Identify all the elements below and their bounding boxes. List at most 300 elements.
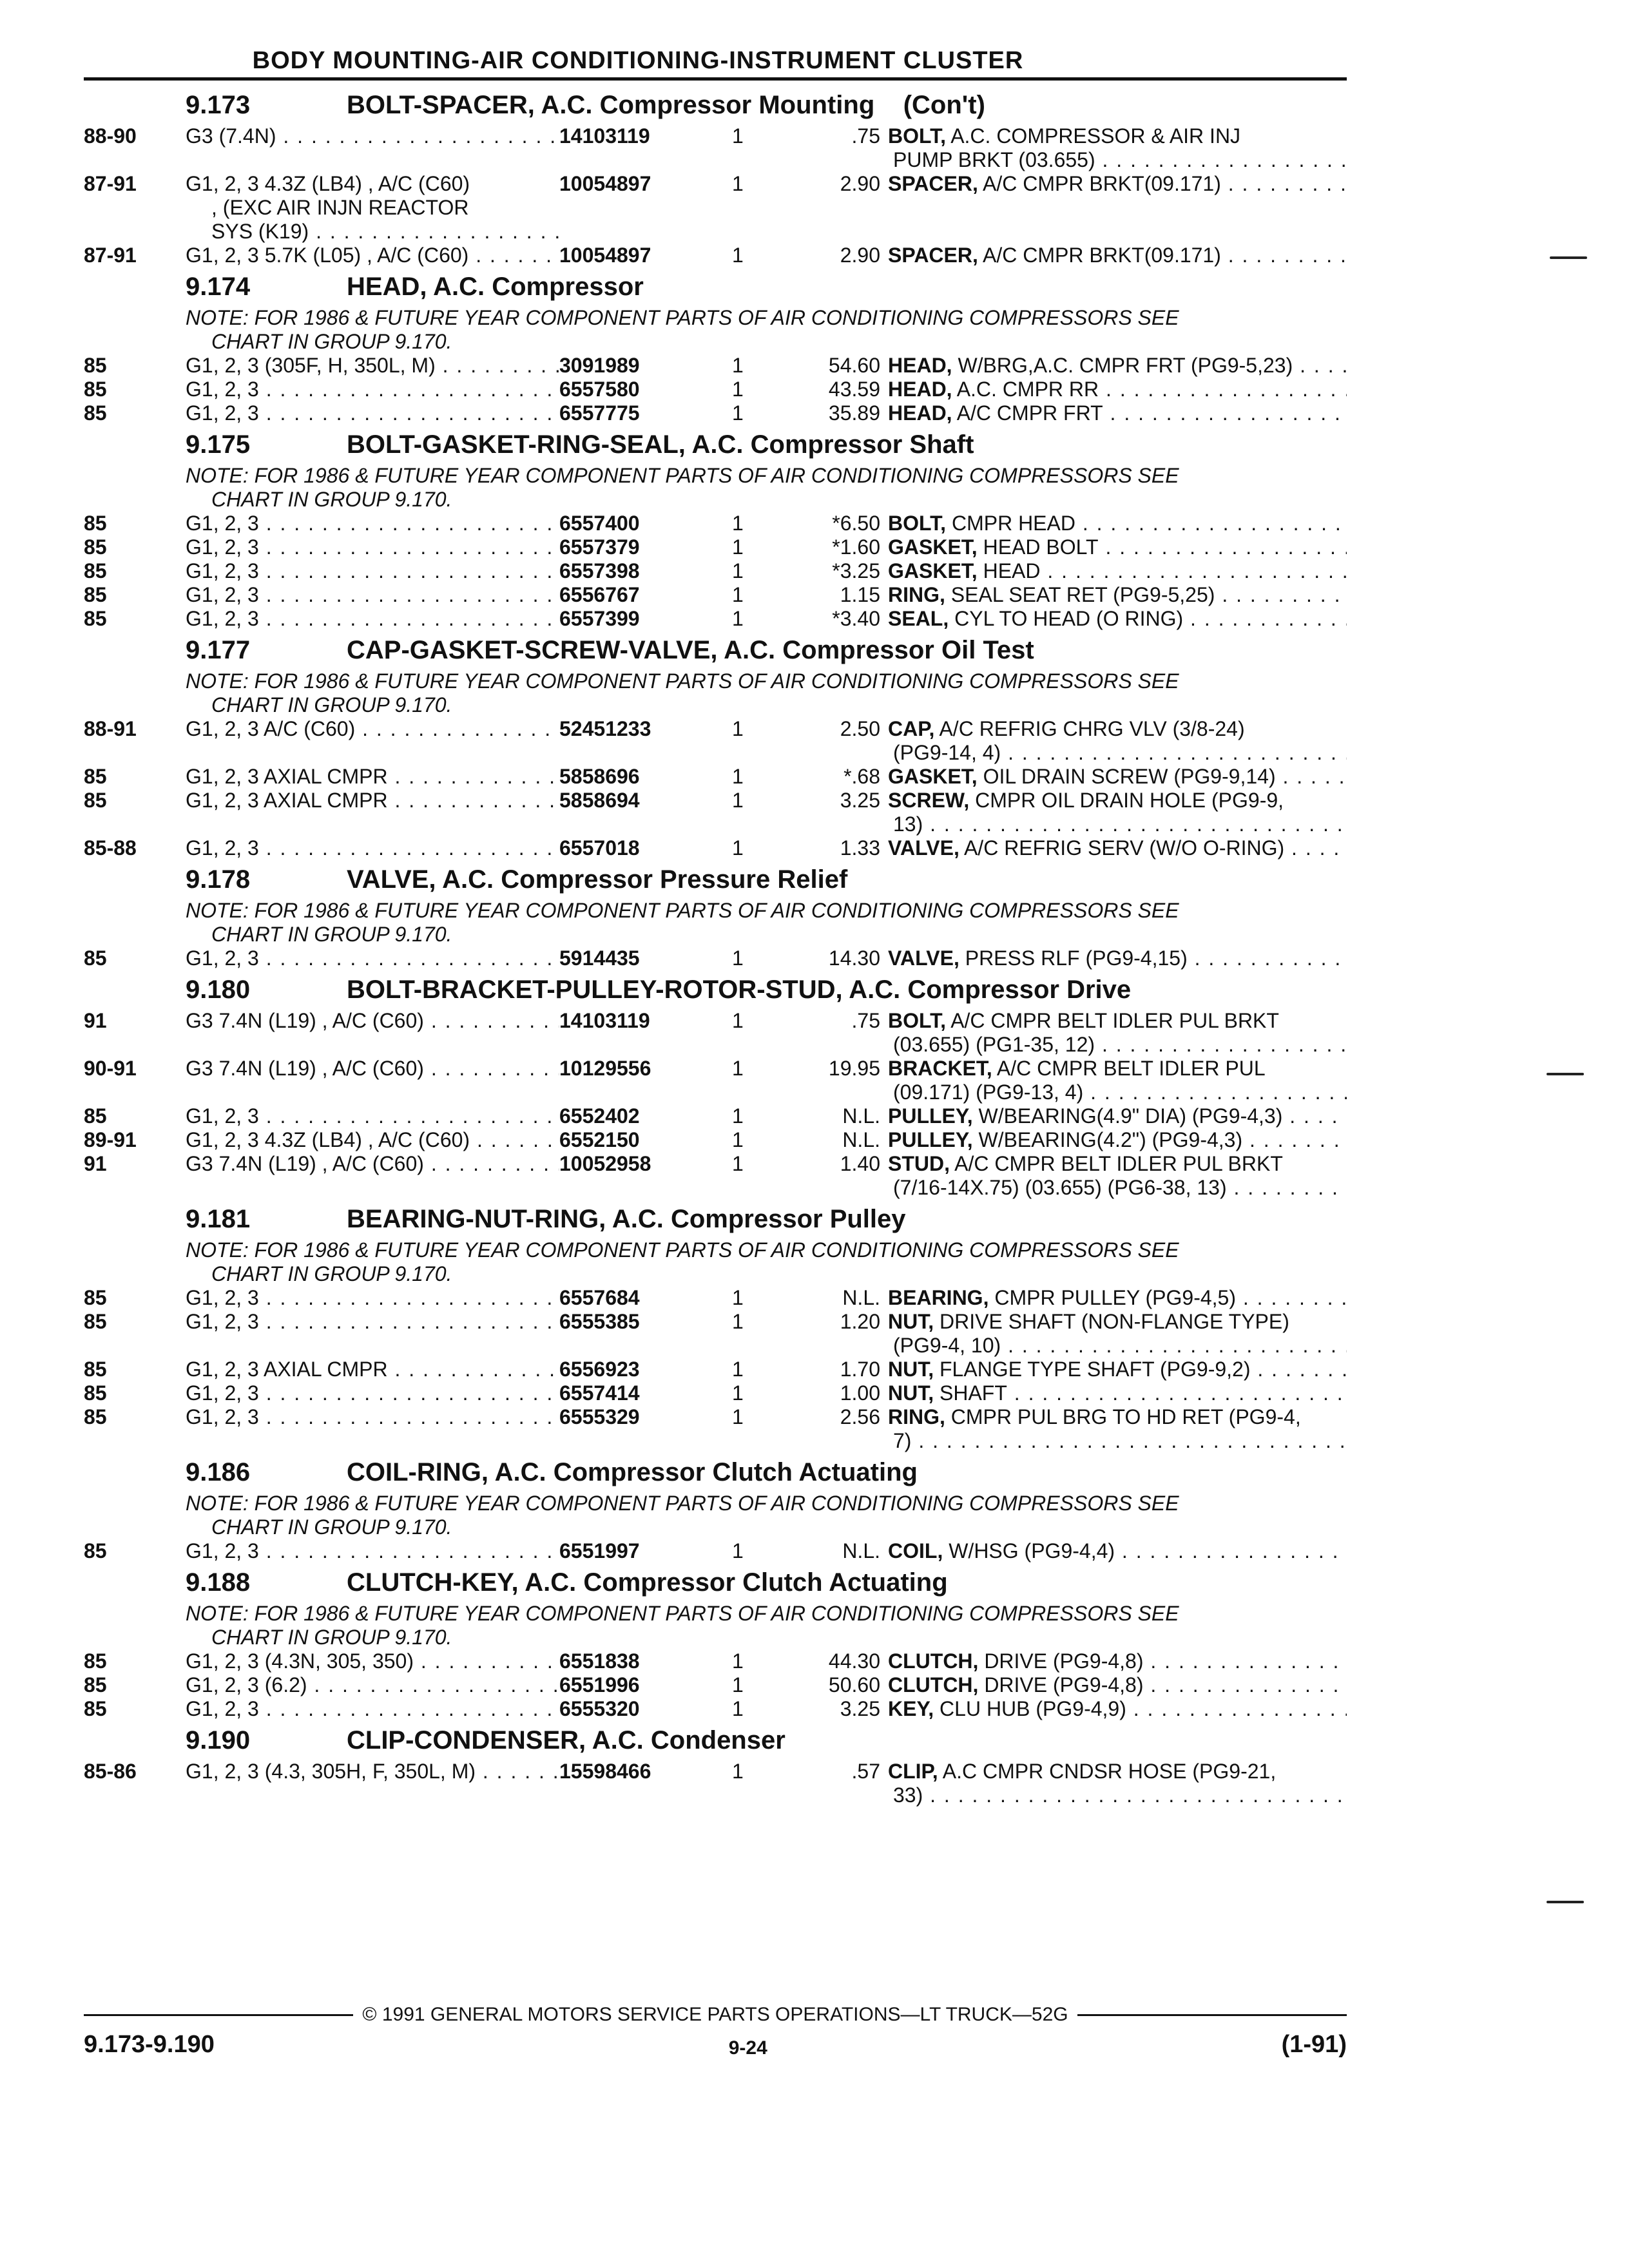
model-years: 87-91 bbox=[84, 172, 137, 195]
description bbox=[888, 512, 1347, 535]
part-row bbox=[84, 1649, 1347, 1673]
description-text: SEAL SEAT RET (PG9-5,25) bbox=[950, 583, 1215, 606]
quantity: 1 bbox=[732, 717, 744, 740]
section-heading: CLUTCH-KEY, A.C. Compressor Clutch Actuating bbox=[347, 1568, 948, 1597]
parts-section bbox=[84, 1200, 1347, 1453]
section-note bbox=[186, 669, 1347, 717]
price: N.L. bbox=[842, 1104, 880, 1128]
price: *.68 bbox=[843, 765, 880, 788]
description-text: SHAFT bbox=[940, 1381, 1007, 1405]
part-number: 6557414 bbox=[559, 1381, 640, 1405]
usage bbox=[186, 244, 559, 267]
description-keyword: COIL, bbox=[888, 1539, 943, 1562]
model-years: 90-91 bbox=[84, 1057, 137, 1080]
section-note bbox=[186, 1492, 1347, 1539]
quantity: 1 bbox=[732, 1057, 744, 1080]
description-line bbox=[888, 244, 1347, 267]
price: 19.95 bbox=[828, 1057, 880, 1080]
description-keyword: CLUTCH, bbox=[888, 1673, 979, 1696]
footer-page-number: 9-24 bbox=[728, 2037, 767, 2059]
model-years: 85-88 bbox=[84, 836, 137, 860]
description-text: CMPR OIL DRAIN HOLE (PG9-9, bbox=[975, 789, 1284, 812]
part-number: 6555320 bbox=[559, 1697, 640, 1720]
usage-line: G1, 2, 3 . . . bbox=[186, 1381, 559, 1405]
description bbox=[888, 765, 1347, 789]
model-years: 89-91 bbox=[84, 1128, 137, 1151]
description-keyword: SPACER, bbox=[888, 244, 978, 267]
description-line bbox=[888, 401, 1347, 425]
quantity: 1 bbox=[732, 1539, 744, 1562]
section-title bbox=[186, 425, 1347, 464]
usage-line: G1, 2, 3 4.3Z (LB4) , A/C (C60) . . . bbox=[186, 1128, 559, 1152]
model-years: 85 bbox=[84, 535, 107, 559]
section-number: 9.177 bbox=[186, 636, 251, 664]
model-years: 85 bbox=[84, 1405, 107, 1428]
part-number: 3091989 bbox=[559, 354, 640, 377]
part-number: 10052958 bbox=[559, 1152, 651, 1175]
usage bbox=[186, 1310, 559, 1358]
description-keyword: NUT, bbox=[888, 1310, 934, 1333]
description-text: DRIVE (PG9-4,8) bbox=[984, 1673, 1144, 1696]
usage bbox=[186, 789, 559, 836]
usage-line: G1, 2, 3 A/C (C60) . . . bbox=[186, 717, 559, 741]
usage-line: G1, 2, 3 AXIAL CMPR . . . bbox=[186, 765, 559, 789]
description-keyword: NUT, bbox=[888, 1358, 934, 1381]
part-row bbox=[84, 244, 1347, 267]
quantity: 1 bbox=[732, 535, 744, 559]
section-title bbox=[186, 1563, 1347, 1602]
description bbox=[888, 1358, 1347, 1381]
description-line bbox=[888, 1334, 1347, 1358]
usage-line: G1, 2, 3 (6.2) . . . bbox=[186, 1673, 559, 1697]
description-text: W/BEARING(4.9" DIA) (PG9-4,3) bbox=[978, 1104, 1283, 1128]
footer-copyright-line bbox=[84, 2004, 1347, 2026]
parts-section bbox=[84, 860, 1347, 970]
description bbox=[888, 1381, 1347, 1405]
usage bbox=[186, 1128, 559, 1152]
quantity: 1 bbox=[732, 378, 744, 401]
section-note bbox=[186, 1602, 1347, 1649]
parts-section bbox=[84, 1721, 1347, 1807]
parts-section bbox=[84, 631, 1347, 860]
footer-copyright: © 1991 GENERAL MOTORS SERVICE PARTS OPERATIONS—LT TRUCK—52G bbox=[362, 2004, 1068, 2025]
description-keyword: HEAD, bbox=[888, 401, 952, 425]
part-number: 6557400 bbox=[559, 512, 640, 535]
price: N.L. bbox=[842, 1128, 880, 1151]
parts-section bbox=[84, 86, 1347, 267]
description-text: A/C CMPR BELT IDLER PUL BRKT bbox=[950, 1009, 1279, 1032]
section-number: 9.174 bbox=[186, 273, 251, 301]
note-line: NOTE: FOR 1986 & FUTURE YEAR COMPONENT PARTS OF AIR CONDITIONING COMPRESSORS SEE bbox=[186, 899, 1179, 922]
part-number: 6557775 bbox=[559, 401, 640, 425]
usage-line: G1, 2, 3 . . . bbox=[186, 1104, 559, 1128]
description bbox=[888, 1310, 1347, 1358]
price: 1.20 bbox=[840, 1310, 880, 1333]
note-line: CHART IN GROUP 9.170. bbox=[211, 1515, 452, 1539]
model-years: 91 bbox=[84, 1152, 107, 1175]
part-row bbox=[84, 124, 1347, 172]
description-keyword: BOLT, bbox=[888, 1009, 947, 1032]
section-note bbox=[186, 464, 1347, 512]
description bbox=[888, 1760, 1347, 1807]
quantity: 1 bbox=[732, 765, 744, 788]
model-years: 85 bbox=[84, 354, 107, 377]
price: *6.50 bbox=[832, 512, 880, 535]
description-line bbox=[888, 124, 1347, 148]
description-line bbox=[888, 1033, 1347, 1057]
description-keyword: BEARING, bbox=[888, 1286, 989, 1309]
description-text: A/C CMPR BELT IDLER PUL BRKT bbox=[954, 1152, 1283, 1175]
quantity: 1 bbox=[732, 1009, 744, 1032]
parts-section bbox=[84, 1563, 1347, 1721]
price: 1.70 bbox=[840, 1358, 880, 1381]
description-text: CLU HUB (PG9-4,9) bbox=[940, 1697, 1126, 1720]
description-text: CMPR PULLEY (PG9-4,5) bbox=[994, 1286, 1236, 1309]
margin-mark bbox=[1547, 1073, 1584, 1075]
model-years: 85 bbox=[84, 789, 107, 812]
description-text: A.C. CMPR RR bbox=[956, 378, 1099, 401]
part-row bbox=[84, 354, 1347, 378]
description bbox=[888, 717, 1347, 765]
section-title bbox=[186, 267, 1347, 306]
quantity: 1 bbox=[732, 1358, 744, 1381]
description bbox=[888, 172, 1347, 244]
usage-line: G1, 2, 3 (305F, H, 350L, M) . . . bbox=[186, 354, 559, 378]
description-text: W/BRG,A.C. CMPR FRT (PG9-5,23) bbox=[958, 354, 1293, 377]
section-number: 9.190 bbox=[186, 1726, 251, 1754]
section-title bbox=[186, 631, 1347, 669]
description-line bbox=[888, 535, 1347, 559]
part-row bbox=[84, 1104, 1347, 1128]
model-years: 91 bbox=[84, 1009, 107, 1032]
quantity: 1 bbox=[732, 583, 744, 606]
description-line bbox=[888, 1405, 1347, 1429]
part-number: 6556767 bbox=[559, 583, 640, 606]
margin-mark bbox=[1550, 256, 1587, 259]
model-years: 85 bbox=[84, 1381, 107, 1405]
quantity: 1 bbox=[732, 1128, 744, 1151]
description-text: A/C REFRIG CHRG VLV (3/8-24) bbox=[939, 717, 1245, 740]
part-number: 6552150 bbox=[559, 1128, 640, 1151]
part-row bbox=[84, 947, 1347, 970]
part-number: 6551996 bbox=[559, 1673, 640, 1696]
description-line bbox=[888, 1128, 1347, 1152]
model-years: 85 bbox=[84, 607, 107, 630]
model-years: 85 bbox=[84, 1539, 107, 1562]
description-line bbox=[888, 1381, 1347, 1405]
section-title bbox=[186, 1721, 1347, 1760]
quantity: 1 bbox=[732, 1104, 744, 1128]
description-line bbox=[888, 1286, 1347, 1310]
section-heading: BOLT-SPACER, A.C. Compressor Mounting (Con't) bbox=[347, 91, 985, 119]
price: 50.60 bbox=[828, 1673, 880, 1696]
quantity: 1 bbox=[732, 401, 744, 425]
usage bbox=[186, 607, 559, 631]
model-years: 85 bbox=[84, 947, 107, 970]
margin-mark bbox=[1547, 1901, 1584, 1903]
description-line bbox=[888, 1176, 1347, 1200]
section-number: 9.178 bbox=[186, 865, 251, 894]
description-line bbox=[888, 717, 1347, 741]
section-title bbox=[186, 1453, 1347, 1492]
description-line bbox=[888, 1760, 1347, 1783]
catalog-page bbox=[84, 45, 1347, 2062]
section-title bbox=[186, 1200, 1347, 1238]
part-row bbox=[84, 1009, 1347, 1057]
part-row bbox=[84, 789, 1347, 836]
price: 2.90 bbox=[840, 172, 880, 195]
price: .57 bbox=[851, 1760, 880, 1783]
quantity: 1 bbox=[732, 1649, 744, 1673]
part-number: 14103119 bbox=[559, 124, 650, 148]
description-text: PRESS RLF (PG9-4,15) bbox=[965, 947, 1188, 970]
price: 2.90 bbox=[840, 244, 880, 267]
section-heading: BEARING-NUT-RING, A.C. Compressor Pulley bbox=[347, 1205, 906, 1233]
model-years: 85 bbox=[84, 1286, 107, 1309]
usage bbox=[186, 1405, 559, 1453]
description-keyword: SEAL, bbox=[888, 607, 949, 630]
part-number: 6557580 bbox=[559, 378, 640, 401]
part-number: 10054897 bbox=[559, 172, 651, 195]
part-number: 10054897 bbox=[559, 244, 651, 267]
description-line bbox=[888, 765, 1347, 789]
usage bbox=[186, 836, 559, 860]
quantity: 1 bbox=[732, 1310, 744, 1333]
usage bbox=[186, 717, 559, 765]
note-line: NOTE: FOR 1986 & FUTURE YEAR COMPONENT PARTS OF AIR CONDITIONING COMPRESSORS SEE bbox=[186, 1602, 1179, 1625]
part-row bbox=[84, 583, 1347, 607]
part-row bbox=[84, 559, 1347, 583]
parts-section bbox=[84, 267, 1347, 425]
usage bbox=[186, 559, 559, 583]
part-row bbox=[84, 1760, 1347, 1807]
price: 1.33 bbox=[840, 836, 880, 860]
usage-line: G3 (7.4N) . . . bbox=[186, 124, 559, 148]
description-line bbox=[888, 148, 1347, 172]
usage-line: G1, 2, 3 . . . bbox=[186, 512, 559, 535]
description bbox=[888, 1405, 1347, 1453]
description-line bbox=[888, 1673, 1347, 1697]
description bbox=[888, 1152, 1347, 1200]
section-note bbox=[186, 899, 1347, 947]
note-line: NOTE: FOR 1986 & FUTURE YEAR COMPONENT PARTS OF AIR CONDITIONING COMPRESSORS SEE bbox=[186, 1238, 1179, 1262]
description-keyword: BRACKET, bbox=[888, 1057, 992, 1080]
description-text: (09.171) (PG9-13, 4) bbox=[893, 1081, 1084, 1104]
usage-line: G3 7.4N (L19) , A/C (C60) . . . bbox=[186, 1009, 559, 1033]
description bbox=[888, 1673, 1347, 1697]
usage-line: G1, 2, 3 . . . bbox=[186, 1539, 559, 1563]
usage bbox=[186, 1697, 559, 1721]
description-keyword: PULLEY, bbox=[888, 1128, 973, 1151]
usage-line: G1, 2, 3 . . . bbox=[186, 1697, 559, 1721]
description-text: (7/16-14X.75) (03.655) (PG6-38, 13) bbox=[893, 1176, 1227, 1199]
usage-line: G1, 2, 3 . . . bbox=[186, 947, 559, 970]
description-keyword: GASKET, bbox=[888, 535, 978, 559]
description-text: 7) bbox=[893, 1429, 912, 1452]
description-line bbox=[888, 1057, 1347, 1081]
description bbox=[888, 124, 1347, 172]
description-text: HEAD bbox=[983, 559, 1041, 582]
section-note bbox=[186, 1238, 1347, 1286]
model-years: 85 bbox=[84, 1649, 107, 1673]
part-number: 5858694 bbox=[559, 789, 640, 812]
description-text: A.C CMPR CNDSR HOSE (PG9-21, bbox=[942, 1760, 1277, 1783]
part-row bbox=[84, 607, 1347, 631]
description-text: 13) bbox=[893, 812, 923, 836]
description-keyword: STUD, bbox=[888, 1152, 950, 1175]
part-number: 6557684 bbox=[559, 1286, 640, 1309]
usage bbox=[186, 1649, 559, 1673]
quantity: 1 bbox=[732, 354, 744, 377]
part-row bbox=[84, 535, 1347, 559]
description bbox=[888, 378, 1347, 401]
section-number: 9.173 bbox=[186, 91, 251, 119]
section-number: 9.180 bbox=[186, 975, 251, 1004]
part-row bbox=[84, 401, 1347, 425]
description-line bbox=[888, 836, 1347, 860]
description-line bbox=[888, 1358, 1347, 1381]
section-title bbox=[186, 860, 1347, 899]
price: 54.60 bbox=[828, 354, 880, 377]
description-keyword: RING, bbox=[888, 1405, 945, 1428]
description-line bbox=[888, 1081, 1347, 1104]
note-line: CHART IN GROUP 9.170. bbox=[211, 1262, 452, 1285]
model-years: 85 bbox=[84, 1310, 107, 1333]
part-row bbox=[84, 1152, 1347, 1200]
usage-line: G1, 2, 3 . . . bbox=[186, 1310, 559, 1334]
header-rule bbox=[84, 77, 1347, 81]
usage-line: G1, 2, 3 AXIAL CMPR . . . bbox=[186, 1358, 559, 1381]
part-row bbox=[84, 1539, 1347, 1563]
description-text: A/C CMPR BRKT(09.171) bbox=[983, 172, 1221, 195]
part-number: 6557398 bbox=[559, 559, 640, 582]
parts-section bbox=[84, 970, 1347, 1200]
usage bbox=[186, 1673, 559, 1697]
section-number: 9.188 bbox=[186, 1568, 251, 1597]
quantity: 1 bbox=[732, 512, 744, 535]
description-keyword: VALVE, bbox=[888, 947, 959, 970]
description-text: (PG9-14, 4) bbox=[893, 741, 1001, 764]
description bbox=[888, 1057, 1347, 1104]
note-line: NOTE: FOR 1986 & FUTURE YEAR COMPONENT PARTS OF AIR CONDITIONING COMPRESSORS SEE bbox=[186, 464, 1179, 487]
description bbox=[888, 789, 1347, 836]
description-text: HEAD BOLT bbox=[983, 535, 1099, 559]
part-number: 6557018 bbox=[559, 836, 640, 860]
part-row bbox=[84, 1673, 1347, 1697]
description-keyword: SCREW, bbox=[888, 789, 970, 812]
description-text: (PG9-4, 10) bbox=[893, 1334, 1001, 1357]
quantity: 1 bbox=[732, 244, 744, 267]
quantity: 1 bbox=[732, 1760, 744, 1783]
description-text: OIL DRAIN SCREW (PG9-9,14) bbox=[983, 765, 1276, 788]
part-number: 15598466 bbox=[559, 1760, 651, 1783]
usage bbox=[186, 1057, 559, 1104]
usage-line: G3 7.4N (L19) , A/C (C60) . . . bbox=[186, 1152, 559, 1176]
price: N.L. bbox=[842, 1286, 880, 1309]
part-number: 14103119 bbox=[559, 1009, 650, 1032]
section-heading: HEAD, A.C. Compressor bbox=[347, 273, 644, 301]
model-years: 87-91 bbox=[84, 244, 137, 267]
description-keyword: BOLT, bbox=[888, 512, 947, 535]
usage-line: G3 7.4N (L19) , A/C (C60) . . . bbox=[186, 1057, 559, 1081]
usage bbox=[186, 378, 559, 401]
note-line: NOTE: FOR 1986 & FUTURE YEAR COMPONENT PARTS OF AIR CONDITIONING COMPRESSORS SEE bbox=[186, 669, 1179, 693]
usage bbox=[186, 1760, 559, 1807]
footer-rule-left bbox=[84, 2014, 353, 2016]
part-row bbox=[84, 512, 1347, 535]
usage bbox=[186, 1152, 559, 1200]
part-row bbox=[84, 717, 1347, 765]
description-text: DRIVE (PG9-4,8) bbox=[984, 1649, 1144, 1673]
price: N.L. bbox=[842, 1539, 880, 1562]
part-number: 6557379 bbox=[559, 535, 640, 559]
description-line bbox=[888, 1697, 1347, 1721]
note-line: NOTE: FOR 1986 & FUTURE YEAR COMPONENT PARTS OF AIR CONDITIONING COMPRESSORS SEE bbox=[186, 1492, 1179, 1515]
part-row bbox=[84, 1286, 1347, 1310]
part-number: 6557399 bbox=[559, 607, 640, 630]
description-line bbox=[888, 1152, 1347, 1176]
usage bbox=[186, 124, 559, 172]
usage bbox=[186, 1539, 559, 1563]
description-line bbox=[888, 378, 1347, 401]
usage-line: G1, 2, 3 . . . bbox=[186, 836, 559, 860]
description-keyword: VALVE, bbox=[888, 836, 959, 860]
description bbox=[888, 354, 1347, 378]
part-row bbox=[84, 1057, 1347, 1104]
footer-rule-right bbox=[1077, 2014, 1347, 2016]
part-row bbox=[84, 1310, 1347, 1358]
description-text: (03.655) (PG1-35, 12) bbox=[893, 1033, 1095, 1056]
quantity: 1 bbox=[732, 1673, 744, 1696]
usage-line: G1, 2, 3 5.7K (L05) , A/C (C60) . . . bbox=[186, 244, 559, 267]
usage bbox=[186, 1286, 559, 1310]
price: 3.25 bbox=[840, 789, 880, 812]
model-years: 88-91 bbox=[84, 717, 137, 740]
section-heading: BOLT-BRACKET-PULLEY-ROTOR-STUD, A.C. Compressor Drive bbox=[347, 975, 1132, 1004]
model-years: 85 bbox=[84, 1673, 107, 1696]
description-line bbox=[888, 1310, 1347, 1334]
description bbox=[888, 1286, 1347, 1310]
description-text: A/C CMPR BRKT(09.171) bbox=[983, 244, 1221, 267]
description-line bbox=[888, 1009, 1347, 1033]
description-text: W/HSG (PG9-4,4) bbox=[949, 1539, 1115, 1562]
description bbox=[888, 559, 1347, 583]
description-keyword: HEAD, bbox=[888, 378, 952, 401]
description-text: CMPR PUL BRG TO HD RET (PG9-4, bbox=[950, 1405, 1301, 1428]
section-heading: CLIP-CONDENSER, A.C. Condenser bbox=[347, 1726, 786, 1754]
description bbox=[888, 535, 1347, 559]
description-keyword: HEAD, bbox=[888, 354, 952, 377]
quantity: 1 bbox=[732, 836, 744, 860]
quantity: 1 bbox=[732, 789, 744, 812]
usage bbox=[186, 583, 559, 607]
description bbox=[888, 583, 1347, 607]
price: 1.40 bbox=[840, 1152, 880, 1175]
note-line: CHART IN GROUP 9.170. bbox=[211, 488, 452, 511]
description bbox=[888, 1649, 1347, 1673]
description-keyword: PULLEY, bbox=[888, 1104, 973, 1128]
price: 2.56 bbox=[840, 1405, 880, 1428]
quantity: 1 bbox=[732, 947, 744, 970]
note-line: NOTE: FOR 1986 & FUTURE YEAR COMPONENT PARTS OF AIR CONDITIONING COMPRESSORS SEE bbox=[186, 306, 1179, 329]
price: 14.30 bbox=[828, 947, 880, 970]
price: 35.89 bbox=[828, 401, 880, 425]
model-years: 85 bbox=[84, 765, 107, 788]
quantity: 1 bbox=[732, 1405, 744, 1428]
description-keyword: CLUTCH, bbox=[888, 1649, 979, 1673]
model-years: 85 bbox=[84, 559, 107, 582]
description-line bbox=[888, 947, 1347, 970]
